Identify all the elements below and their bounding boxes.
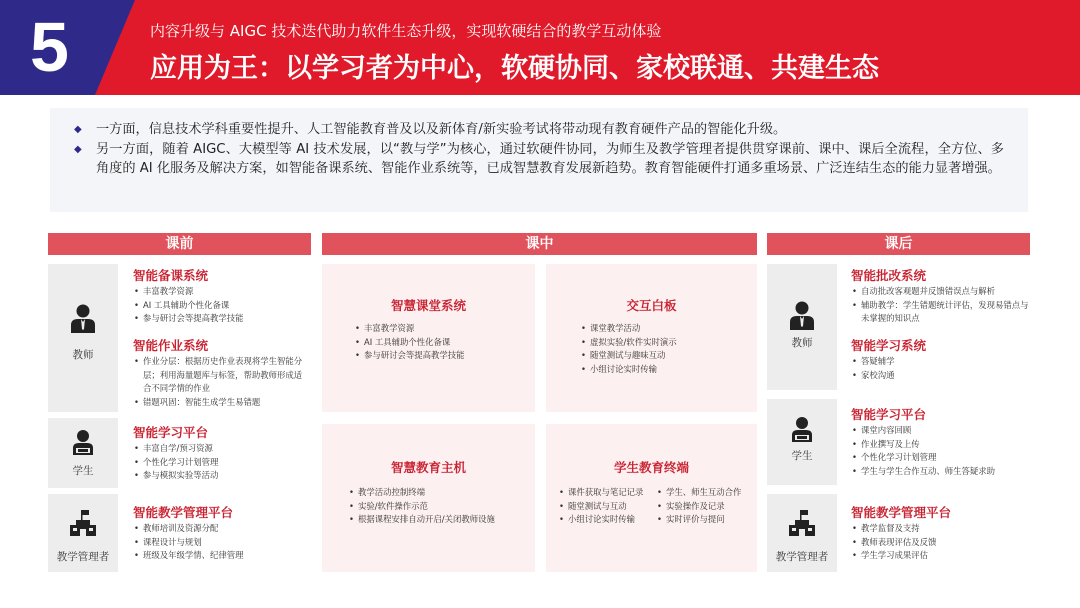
list-item: • 答疑辅学	[851, 355, 1029, 369]
list-item: • 小组讨论实时传输	[580, 363, 750, 377]
list-item: • 作业分层：根据历史作业表现将学生智能分层；利用海量题库与标签，帮助教师形成适合不同学情的作业	[133, 355, 309, 396]
list-item: • 教师培训及资源分配	[133, 522, 309, 536]
card-student-terminal	[546, 424, 757, 572]
list-learning	[133, 442, 309, 483]
card-whiteboard	[546, 264, 757, 412]
role-label: 学生	[72, 465, 94, 477]
sys-title-prep: 智能备课系统	[133, 268, 209, 283]
list-item: • 教学活动控制终端	[348, 486, 533, 500]
page-subtitle: 内容升级与 AIGC 技术迭代助力软件生态升级，实现软硬结合的教学互动体验	[150, 22, 662, 40]
list-mgmt	[133, 522, 309, 563]
card-title: 学生教育终端	[613, 460, 689, 475]
sys-title-mgmt: 智能教学管理平台	[133, 505, 234, 520]
list-item: • AI 工具辅助个性化备课	[354, 336, 529, 350]
intro-box	[50, 108, 1028, 212]
list-platform	[851, 424, 1029, 478]
list-homework	[133, 355, 309, 409]
list-item: • 随堂测试与趣味互动	[580, 349, 750, 363]
section-number: 5	[30, 8, 69, 86]
role-admin-before	[48, 494, 118, 572]
list-item: • 个性化学习计划管理	[851, 451, 1029, 465]
teacher-icon	[69, 303, 97, 337]
card-title: 交互白板	[626, 298, 677, 313]
list-item: • 参与研讨会等提高教学技能	[133, 312, 309, 326]
list-whiteboard	[580, 322, 750, 376]
list-item: • 学生学习成果评估	[851, 549, 1029, 563]
page-header	[0, 0, 1080, 95]
list-after-mgmt	[851, 522, 1029, 563]
list-item: • 实验操作及记录	[656, 500, 756, 514]
school-building-icon	[788, 509, 816, 541]
list-item: • 个性化学习计划管理	[133, 456, 309, 470]
role-admin-after	[767, 494, 837, 572]
list-item: • 丰富教学资源	[133, 285, 309, 299]
list-item: • 课程设计与规划	[133, 536, 309, 550]
card-edu-host	[322, 424, 535, 572]
list-item: • 随堂测试与互动	[558, 500, 658, 514]
list-item: • 教学监督及支持	[851, 522, 1029, 536]
sys-title-platform: 智能学习平台	[851, 407, 927, 422]
list-prep	[133, 285, 309, 326]
list-item: • 学生与学生合作互动、师生答疑求助	[851, 465, 1029, 479]
list-item: • 错题巩固：智能生成学生易错题	[133, 396, 309, 410]
intro-item: ◆ 另一方面，随着 AIGC、大模型等 AI 技术发展，以“教与学”为核心，通过软硬件协同，为师生及教学管理者提供贯穿课前、课中、课后全流程，全方位、多角度的 AI 化服务及解决方案，如智能备课系统、智能作业系统等，已成智慧教育发展新趋势。教育智能硬件打通多重场景、广泛连结生态的能力显著增强。	[74, 142, 1004, 176]
list-host	[348, 486, 533, 527]
list-item: • 虚拟实验/软件实时演示	[580, 336, 750, 350]
student-icon	[70, 429, 96, 461]
role-label: 学生	[791, 450, 813, 462]
list-item: • 班级及年级学情、纪律管理	[133, 549, 309, 563]
list-item: • 教师表现评估及反馈	[851, 536, 1029, 550]
list-grading	[851, 285, 1029, 326]
role-label: 教师	[72, 349, 94, 361]
list-item: • 参与研讨会等提高教学技能	[354, 349, 529, 363]
role-student-before	[48, 418, 118, 488]
card-smart-classroom	[322, 264, 535, 412]
student-icon	[789, 416, 815, 448]
sys-title-learning: 智能学习平台	[133, 425, 209, 440]
role-label: 教师	[791, 337, 813, 349]
school-building-icon	[69, 509, 97, 541]
list-item: • AI 工具辅助个性化备课	[133, 299, 309, 313]
sys-title-homework: 智能作业系统	[133, 338, 209, 353]
list-item: • 辅助教学：学生错题统计评估，发现易错点与未掌握的知识点	[851, 299, 1029, 326]
intro-item: ◆ 一方面，信息技术学科重要性提升、人工智能教育普及以及新体育/新实验考试将带动现有教育硬件产品的智能化升级。	[74, 122, 787, 137]
list-classroom	[354, 322, 529, 363]
sys-title-grading: 智能批改系统	[851, 268, 927, 283]
list-item: • 自动批改客观题并反馈错误点与解析	[851, 285, 1029, 299]
diamond-bullet-icon: ◆	[74, 144, 82, 155]
role-teacher-after	[767, 264, 837, 390]
list-item: • 课堂内容回顾	[851, 424, 1029, 438]
page-title: 应用为王：以学习者为中心，软硬协同、家校联通、共建生态	[150, 53, 879, 84]
list-after-learning	[851, 355, 1029, 382]
list-terminal-right	[656, 486, 756, 527]
sys-title-after-mgmt: 智能教学管理平台	[851, 505, 952, 520]
list-item: • 参与模拟实验等活动	[133, 469, 309, 483]
role-student-after	[767, 399, 837, 485]
diamond-bullet-icon: ◆	[74, 124, 82, 135]
list-item: • 丰富教学资源	[354, 322, 529, 336]
band-before-class: 课前	[48, 233, 311, 255]
role-label: 教学管理者	[775, 551, 829, 563]
role-label: 教学管理者	[56, 551, 110, 563]
list-terminal-left	[558, 486, 658, 527]
list-item: • 学生、师生互动合作	[656, 486, 756, 500]
list-item: • 实时评价与提问	[656, 513, 756, 527]
card-title: 智慧教育主机	[390, 460, 466, 475]
list-item: • 根据课程安排自动开启/关闭教师设施	[348, 513, 533, 527]
list-item: • 课堂教学活动	[580, 322, 750, 336]
role-teacher-before	[48, 264, 118, 412]
list-item: • 丰富自学/预习资源	[133, 442, 309, 456]
teacher-icon	[788, 300, 816, 334]
list-item: • 小组讨论实时传输	[558, 513, 658, 527]
band-after-class: 课后	[767, 233, 1030, 255]
list-item: • 课件获取与笔记记录	[558, 486, 658, 500]
list-item: • 家校沟通	[851, 369, 1029, 383]
list-item: • 作业撰写及上传	[851, 438, 1029, 452]
sys-title-after-learning: 智能学习系统	[851, 338, 927, 353]
list-item: • 实验/软件操作示范	[348, 500, 533, 514]
band-during-class: 课中	[322, 233, 757, 255]
card-title: 智慧课堂系统	[390, 298, 466, 313]
